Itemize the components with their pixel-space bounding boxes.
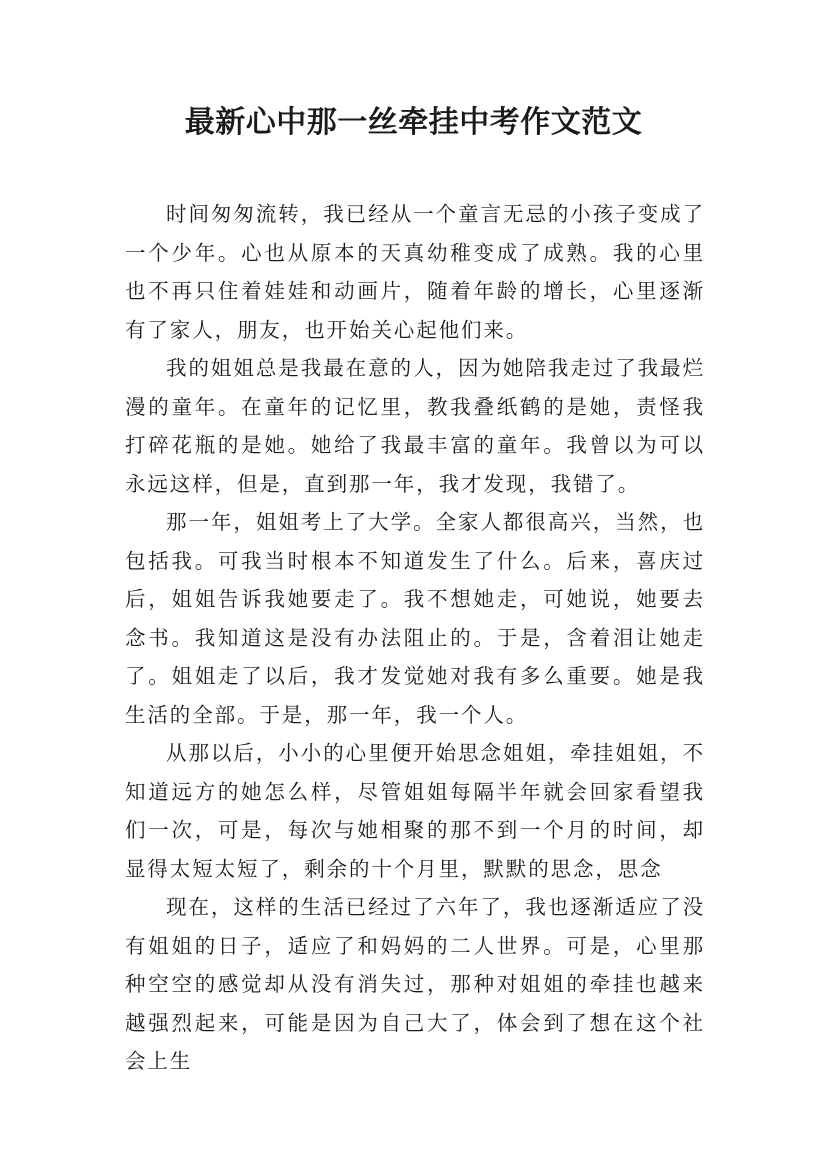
paragraph-4: 从那以后，小小的心里便开始思念姐姐，牵挂姐姐，不知道远方的她怎么样，尽管姐姐每隔半年就会回家看望我们一次，可是，每次与她相聚的那不到一个月的时间，却显得太短太短了，剩余的十个月里，默默的思念，思念 [125, 741, 705, 881]
paragraph-3: 那一年，姐姐考上了大学。全家人都很高兴，当然，也包括我。可我当时根本不知道发生了什么。后来，喜庆过后，姐姐告诉我她要走了。我不想她走，可她说，她要去念书。我知道这是没有办法阻止的。于是，含着泪让她走了。姐姐走了以后，我才发觉她对我有多么重要。她是我生活的全部。于是，那一年，我一个人。 [125, 510, 705, 727]
paragraph-5: 现在，这样的生活已经过了六年了，我也逐渐适应了没有姐姐的日子，适应了和妈妈的二人世界。可是，心里那种空空的感觉却从没有消失过，那种对姐姐的牵挂也越来越强烈起来，可能是因为自己大了，体会到了想在这个社会上生 [125, 895, 705, 1073]
document-title: 最新心中那一丝牵挂中考作文范文 [184, 105, 643, 140]
document-body [125, 195, 705, 1081]
paragraph-2: 我的姐姐总是我最在意的人，因为她陪我走过了我最烂漫的童年。在童年的记忆里，教我叠纸鹤的是她，责怪我打碎花瓶的是她。她给了我最丰富的童年。我曾以为可以永远这样，但是，直到那一年，我才发现，我错了。 [125, 356, 705, 496]
paragraph-1: 时间匆匆流转，我已经从一个童言无忌的小孩子变成了一个少年。心也从原本的天真幼稚变成了成熟。我的心里也不再只住着娃娃和动画片，随着年龄的增长，心里逐渐有了家人，朋友，也开始关心起他们来。 [125, 202, 705, 342]
